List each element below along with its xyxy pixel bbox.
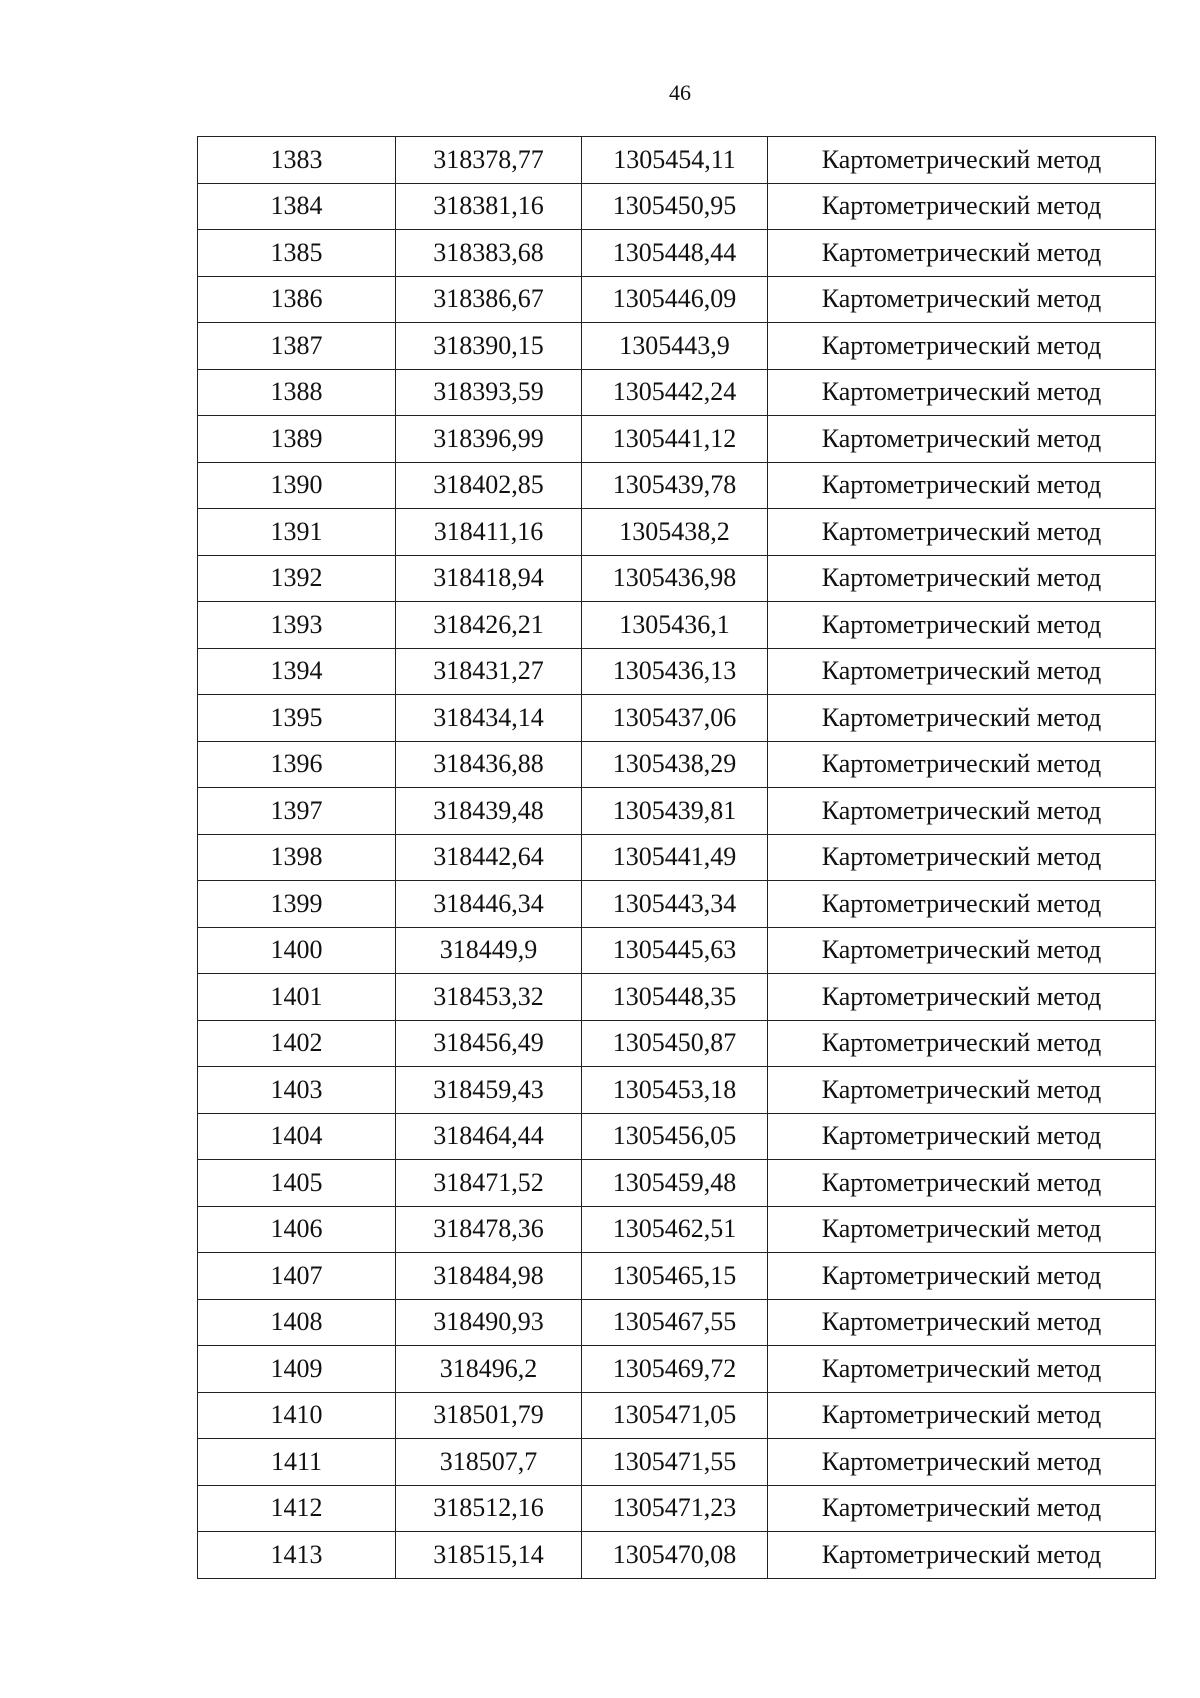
y-coordinate-cell: 1305453,18 <box>582 1067 768 1114</box>
y-coordinate-cell: 1305439,78 <box>582 462 768 509</box>
point-number-cell: 1406 <box>198 1206 396 1253</box>
method-cell: Картометрический метод <box>768 462 1156 509</box>
y-coordinate-cell: 1305467,55 <box>582 1299 768 1346</box>
method-cell: Картометрический метод <box>768 974 1156 1021</box>
table-row <box>198 974 1156 1021</box>
y-coordinate-cell: 1305436,98 <box>582 555 768 602</box>
method-cell: Картометрический метод <box>768 416 1156 463</box>
x-coordinate-cell: 318512,16 <box>396 1485 582 1532</box>
x-coordinate-cell: 318442,64 <box>396 834 582 881</box>
y-coordinate-cell: 1305442,24 <box>582 369 768 416</box>
point-number-cell: 1404 <box>198 1113 396 1160</box>
point-number-cell: 1396 <box>198 741 396 788</box>
point-number-cell: 1391 <box>198 509 396 556</box>
point-number-cell: 1390 <box>198 462 396 509</box>
table-row <box>198 788 1156 835</box>
table-row <box>198 1485 1156 1532</box>
x-coordinate-cell: 318446,34 <box>396 881 582 928</box>
x-coordinate-cell: 318507,7 <box>396 1439 582 1486</box>
table-row <box>198 555 1156 602</box>
point-number-cell: 1385 <box>198 230 396 277</box>
x-coordinate-cell: 318490,93 <box>396 1299 582 1346</box>
table-row <box>198 602 1156 649</box>
table-row <box>198 1299 1156 1346</box>
y-coordinate-cell: 1305470,08 <box>582 1532 768 1579</box>
method-cell: Картометрический метод <box>768 741 1156 788</box>
method-cell: Картометрический метод <box>768 1532 1156 1579</box>
y-coordinate-cell: 1305450,87 <box>582 1020 768 1067</box>
y-coordinate-cell: 1305443,9 <box>582 323 768 370</box>
method-cell: Картометрический метод <box>768 1299 1156 1346</box>
table-row <box>198 1346 1156 1393</box>
x-coordinate-cell: 318449,9 <box>396 927 582 974</box>
table-row <box>198 416 1156 463</box>
method-cell: Картометрический метод <box>768 648 1156 695</box>
table-row <box>198 323 1156 370</box>
method-cell: Картометрический метод <box>768 1067 1156 1114</box>
point-number-cell: 1397 <box>198 788 396 835</box>
point-number-cell: 1389 <box>198 416 396 463</box>
method-cell: Картометрический метод <box>768 230 1156 277</box>
method-cell: Картометрический метод <box>768 555 1156 602</box>
y-coordinate-cell: 1305462,51 <box>582 1206 768 1253</box>
table-row <box>198 183 1156 230</box>
x-coordinate-cell: 318418,94 <box>396 555 582 602</box>
x-coordinate-cell: 318381,16 <box>396 183 582 230</box>
method-cell: Картометрический метод <box>768 1439 1156 1486</box>
x-coordinate-cell: 318393,59 <box>396 369 582 416</box>
y-coordinate-cell: 1305456,05 <box>582 1113 768 1160</box>
x-coordinate-cell: 318396,99 <box>396 416 582 463</box>
point-number-cell: 1405 <box>198 1160 396 1207</box>
point-number-cell: 1411 <box>198 1439 396 1486</box>
y-coordinate-cell: 1305448,44 <box>582 230 768 277</box>
page-number: 46 <box>669 80 691 105</box>
point-number-cell: 1383 <box>198 137 396 184</box>
x-coordinate-cell: 318496,2 <box>396 1346 582 1393</box>
method-cell: Картометрический метод <box>768 695 1156 742</box>
x-coordinate-cell: 318431,27 <box>396 648 582 695</box>
table-row <box>198 834 1156 881</box>
x-coordinate-cell: 318471,52 <box>396 1160 582 1207</box>
table-row <box>198 509 1156 556</box>
y-coordinate-cell: 1305454,11 <box>582 137 768 184</box>
table-row <box>198 741 1156 788</box>
y-coordinate-cell: 1305471,23 <box>582 1485 768 1532</box>
method-cell: Картометрический метод <box>768 509 1156 556</box>
point-number-cell: 1413 <box>198 1532 396 1579</box>
method-cell: Картометрический метод <box>768 323 1156 370</box>
table-row <box>198 1113 1156 1160</box>
y-coordinate-cell: 1305439,81 <box>582 788 768 835</box>
method-cell: Картометрический метод <box>768 1346 1156 1393</box>
x-coordinate-cell: 318378,77 <box>396 137 582 184</box>
table-row <box>198 137 1156 184</box>
y-coordinate-cell: 1305465,15 <box>582 1253 768 1300</box>
point-number-cell: 1387 <box>198 323 396 370</box>
point-number-cell: 1410 <box>198 1392 396 1439</box>
point-number-cell: 1399 <box>198 881 396 928</box>
method-cell: Картометрический метод <box>768 788 1156 835</box>
method-cell: Картометрический метод <box>768 881 1156 928</box>
table-row <box>198 1532 1156 1579</box>
x-coordinate-cell: 318456,49 <box>396 1020 582 1067</box>
point-number-cell: 1392 <box>198 555 396 602</box>
method-cell: Картометрический метод <box>768 1160 1156 1207</box>
x-coordinate-cell: 318459,43 <box>396 1067 582 1114</box>
method-cell: Картометрический метод <box>768 834 1156 881</box>
x-coordinate-cell: 318386,67 <box>396 276 582 323</box>
point-number-cell: 1388 <box>198 369 396 416</box>
y-coordinate-cell: 1305469,72 <box>582 1346 768 1393</box>
table-row <box>198 1067 1156 1114</box>
point-number-cell: 1386 <box>198 276 396 323</box>
y-coordinate-cell: 1305450,95 <box>582 183 768 230</box>
table-row <box>198 1439 1156 1486</box>
table-row <box>198 1160 1156 1207</box>
y-coordinate-cell: 1305459,48 <box>582 1160 768 1207</box>
x-coordinate-cell: 318478,36 <box>396 1206 582 1253</box>
point-number-cell: 1400 <box>198 927 396 974</box>
y-coordinate-cell: 1305441,12 <box>582 416 768 463</box>
table-row <box>198 648 1156 695</box>
table-row <box>198 927 1156 974</box>
table-row <box>198 1206 1156 1253</box>
x-coordinate-cell: 318434,14 <box>396 695 582 742</box>
table-row <box>198 1392 1156 1439</box>
method-cell: Картометрический метод <box>768 1392 1156 1439</box>
y-coordinate-cell: 1305438,2 <box>582 509 768 556</box>
point-number-cell: 1402 <box>198 1020 396 1067</box>
x-coordinate-cell: 318439,48 <box>396 788 582 835</box>
table-row <box>198 695 1156 742</box>
method-cell: Картометрический метод <box>768 602 1156 649</box>
x-coordinate-cell: 318501,79 <box>396 1392 582 1439</box>
x-coordinate-cell: 318464,44 <box>396 1113 582 1160</box>
x-coordinate-cell: 318436,88 <box>396 741 582 788</box>
coordinates-table <box>197 136 1156 1579</box>
x-coordinate-cell: 318484,98 <box>396 1253 582 1300</box>
y-coordinate-cell: 1305446,09 <box>582 276 768 323</box>
coordinates-table-body <box>198 137 1156 1579</box>
x-coordinate-cell: 318515,14 <box>396 1532 582 1579</box>
method-cell: Картометрический метод <box>768 137 1156 184</box>
point-number-cell: 1384 <box>198 183 396 230</box>
y-coordinate-cell: 1305471,55 <box>582 1439 768 1486</box>
y-coordinate-cell: 1305471,05 <box>582 1392 768 1439</box>
y-coordinate-cell: 1305436,13 <box>582 648 768 695</box>
y-coordinate-cell: 1305441,49 <box>582 834 768 881</box>
table-row <box>198 462 1156 509</box>
method-cell: Картометрический метод <box>768 1020 1156 1067</box>
table-row <box>198 881 1156 928</box>
y-coordinate-cell: 1305438,29 <box>582 741 768 788</box>
point-number-cell: 1395 <box>198 695 396 742</box>
x-coordinate-cell: 318411,16 <box>396 509 582 556</box>
method-cell: Картометрический метод <box>768 1485 1156 1532</box>
point-number-cell: 1394 <box>198 648 396 695</box>
table-row <box>198 369 1156 416</box>
point-number-cell: 1398 <box>198 834 396 881</box>
method-cell: Картометрический метод <box>768 369 1156 416</box>
method-cell: Картометрический метод <box>768 1206 1156 1253</box>
x-coordinate-cell: 318383,68 <box>396 230 582 277</box>
point-number-cell: 1412 <box>198 1485 396 1532</box>
point-number-cell: 1401 <box>198 974 396 1021</box>
table-row <box>198 1020 1156 1067</box>
method-cell: Картометрический метод <box>768 1113 1156 1160</box>
y-coordinate-cell: 1305443,34 <box>582 881 768 928</box>
method-cell: Картометрический метод <box>768 1253 1156 1300</box>
point-number-cell: 1393 <box>198 602 396 649</box>
x-coordinate-cell: 318402,85 <box>396 462 582 509</box>
table-row <box>198 276 1156 323</box>
y-coordinate-cell: 1305445,63 <box>582 927 768 974</box>
point-number-cell: 1408 <box>198 1299 396 1346</box>
point-number-cell: 1409 <box>198 1346 396 1393</box>
table-row <box>198 230 1156 277</box>
y-coordinate-cell: 1305436,1 <box>582 602 768 649</box>
point-number-cell: 1403 <box>198 1067 396 1114</box>
x-coordinate-cell: 318453,32 <box>396 974 582 1021</box>
x-coordinate-cell: 318390,15 <box>396 323 582 370</box>
method-cell: Картометрический метод <box>768 927 1156 974</box>
method-cell: Картометрический метод <box>768 183 1156 230</box>
y-coordinate-cell: 1305448,35 <box>582 974 768 1021</box>
x-coordinate-cell: 318426,21 <box>396 602 582 649</box>
point-number-cell: 1407 <box>198 1253 396 1300</box>
table-row <box>198 1253 1156 1300</box>
method-cell: Картометрический метод <box>768 276 1156 323</box>
y-coordinate-cell: 1305437,06 <box>582 695 768 742</box>
